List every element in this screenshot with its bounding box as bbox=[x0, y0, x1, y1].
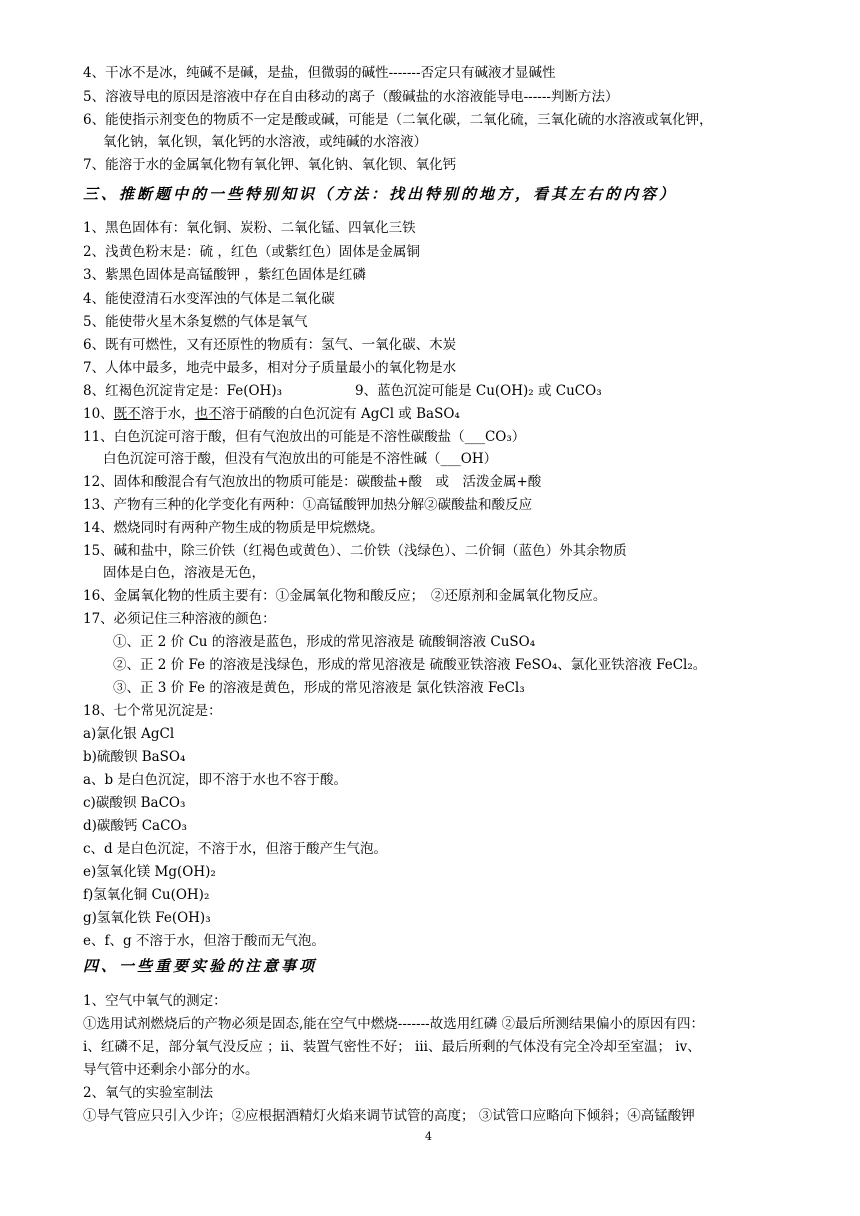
precipitate-note: a、b 是白色沉淀，即不溶于水也不容于酸。 bbox=[83, 772, 347, 788]
list-item bbox=[83, 405, 460, 423]
list-item: 15、碱和盐中，除三价铁（红褐色或黄色）、二价铁（浅绿色）、二价铜（蓝色）外其余物质 bbox=[83, 543, 627, 559]
item-text: OH） bbox=[460, 451, 498, 467]
list-item: 9、蓝色沉淀可能是 Cu(OH)₂ 或 CuCO₃ bbox=[355, 383, 602, 399]
section-heading: 三、推断题中的一些特别知识（方法：找出特别的地方，看其左右的内容） bbox=[83, 185, 678, 203]
paragraph-line: ⅰ、红磷不足，部分氧气没反应 ；ⅱ、装置气密性不好； ⅲ、最后所剩的气体没有完全冷却至室温； ⅳ、 bbox=[83, 1039, 701, 1055]
color-rule: ②、正 2 价 Fe 的溶液是浅绿色，形成的常见溶液是 硫酸亚铁溶液 FeSO₄、氯化亚铁溶液 FeCl₂。 bbox=[113, 657, 707, 673]
underlined-text: 也不 bbox=[194, 406, 222, 422]
blank: ___ bbox=[440, 451, 461, 467]
list-item bbox=[83, 428, 525, 446]
precipitate-item: a)氯化银 AgCl bbox=[83, 726, 175, 742]
page-number: 4 bbox=[425, 1130, 432, 1143]
blank: ___ bbox=[464, 429, 485, 445]
precipitate-note: e、f、g 不溶于水，但溶于酸而无气泡。 bbox=[83, 933, 325, 949]
list-item: 5、能使带火星木条复燃的气体是氧气 bbox=[83, 314, 308, 330]
list-item: 12、固体和酸混合有气泡放出的物质可能是：碳酸盐+酸 或 活泼金属+酸 bbox=[83, 474, 542, 490]
item-text: 溶于水， bbox=[140, 406, 195, 422]
list-item: 18、七个常见沉淀是： bbox=[83, 703, 222, 719]
list-item: 2、浅黄色粉末是：硫 ，红色（或紫红色）固体是金属铜 bbox=[83, 244, 420, 260]
underlined-text: 既不 bbox=[113, 406, 141, 422]
precipitate-item: f)氢氧化铜 Cu(OH)₂ bbox=[83, 887, 210, 903]
paragraph-line: 4、干冰不是冰，纯碱不是碱，是盐，但微弱的碱性-------否定只有碱液才显碱性 bbox=[83, 65, 556, 81]
item-text: 白色沉淀可溶于酸，但没有气泡放出的可能是不溶性碱（ bbox=[103, 451, 441, 467]
list-item: 8、红褐色沉淀肯定是：Fe(OH)₃ bbox=[83, 383, 282, 399]
list-item bbox=[103, 450, 497, 468]
list-item: 7、人体中最多，地壳中最多，相对分子质量最小的氧化物是水 bbox=[83, 360, 457, 376]
list-item: 6、既有可燃性，又有还原性的物质有：氢气、一氧化碳、木炭 bbox=[83, 337, 457, 353]
list-item: 17、必须记住三种溶液的颜色： bbox=[83, 611, 276, 627]
item-text: 10、 bbox=[83, 406, 114, 422]
list-item: 16、金属氧化物的性质主要有：①金属氧化物和酸反应； ②还原剂和金属氧化物反应。 bbox=[83, 588, 607, 604]
section-heading: 四、一些重要实验的注意事项 bbox=[83, 957, 318, 975]
paragraph-line: 2、氧气的实验室制法 bbox=[83, 1085, 214, 1101]
list-item: 固体是白色，溶液是无色， bbox=[103, 565, 265, 581]
list-item: 4、能使澄清石水变浑浊的气体是二氧化碳 bbox=[83, 291, 335, 307]
item-text: CO₃） bbox=[484, 429, 526, 445]
precipitate-item: b)硫酸钡 BaSO₄ bbox=[83, 749, 186, 765]
precipitate-item: e)氢氧化镁 Mg(OH)₂ bbox=[83, 864, 216, 880]
paragraph-line: ①选用试剂燃烧后的产物必须是固态,能在空气中燃烧-------故选用红磷 ②最后所测结果偏小的原因有四： bbox=[83, 1016, 705, 1032]
item-text: 11、白色沉淀可溶于酸，但有气泡放出的可能是不溶性碳酸盐（ bbox=[83, 429, 465, 445]
paragraph-line: 氧化钠，氧化钡，氧化钙的水溶液，或纯碱的水溶液） bbox=[103, 134, 427, 150]
precipitate-note: c、d 是白色沉淀，不溶于水，但溶于酸产生气泡。 bbox=[83, 841, 387, 857]
paragraph-line: 6、能使指示剂变色的物质不一定是酸或碱，可能是（二氧化碳，二氧化硫，三氧化硫的水溶液或氧化钾， bbox=[83, 112, 713, 128]
paragraph-line: 1、空气中氧气的测定： bbox=[83, 993, 227, 1009]
precipitate-item: g)氢氧化铁 Fe(OH)₃ bbox=[83, 910, 211, 926]
list-item: 14、燃烧同时有两种产物生成的物质是甲烷燃烧。 bbox=[83, 520, 384, 536]
precipitate-item: d)碳酸钙 CaCO₃ bbox=[83, 818, 187, 834]
color-rule: ③、正 3 价 Fe 的溶液是黄色，形成的常见溶液是 氯化铁溶液 FeCl₃ bbox=[113, 680, 525, 696]
paragraph-line: ①导气管应只引入少许；②应根据酒精灯火焰来调节试管的高度； ③试管口应略向下倾斜；④高锰酸钾 bbox=[83, 1108, 695, 1124]
paragraph-line: 5、溶液导电的原因是溶液中存在自由移动的离子（酸碱盐的水溶液能导电------判断方法） bbox=[83, 89, 619, 105]
list-item: 1、黑色固体有：氧化铜、炭粉、二氧化锰、四氧化三铁 bbox=[83, 220, 416, 236]
paragraph-line: 导气管中还剩余小部分的水。 bbox=[83, 1062, 259, 1078]
color-rule: ①、正 2 价 Cu 的溶液是蓝色，形成的常见溶液是 硫酸铜溶液 CuSO₄ bbox=[113, 634, 536, 650]
list-item: 13、产物有三种的化学变化有两种：①高锰酸钾加热分解②碳酸盐和酸反应 bbox=[83, 497, 533, 513]
item-text: 溶于硝酸的白色沉淀有 AgCl 或 BaSO₄ bbox=[221, 406, 460, 422]
precipitate-item: c)碳酸钡 BaCO₃ bbox=[83, 795, 186, 811]
paragraph-line: 7、能溶于水的金属氧化物有氧化钾、氧化钠、氧化钡、氧化钙 bbox=[83, 157, 457, 173]
list-item: 3、紫黑色固体是高锰酸钾 ，紫红色固体是红磷 bbox=[83, 267, 366, 283]
